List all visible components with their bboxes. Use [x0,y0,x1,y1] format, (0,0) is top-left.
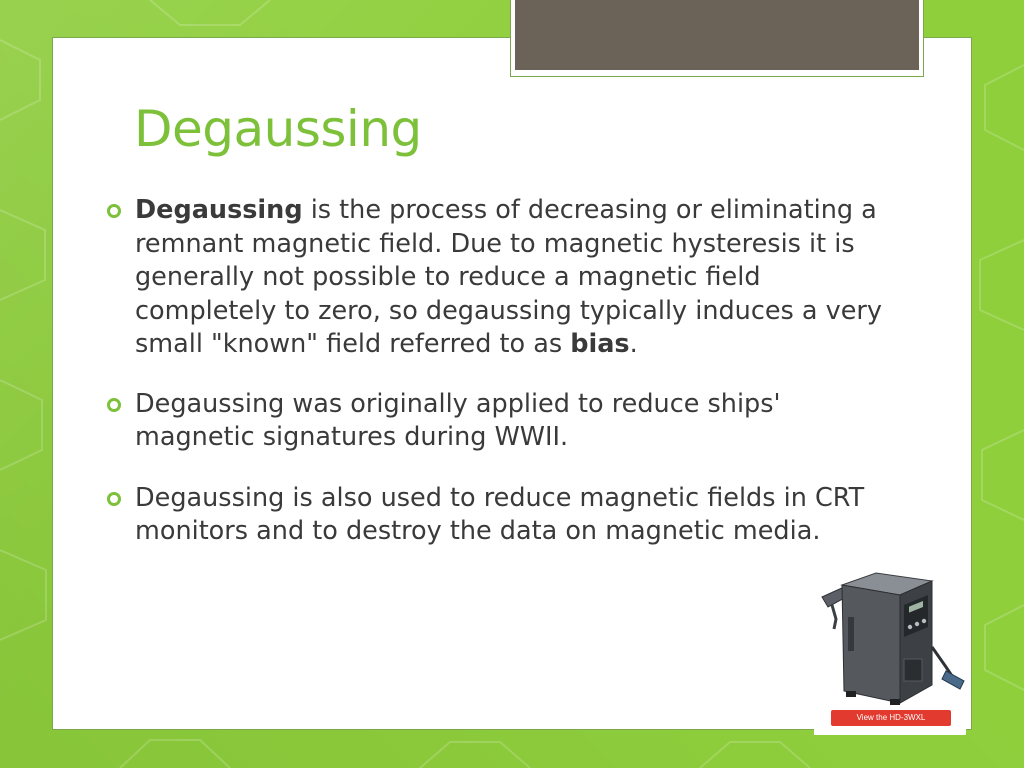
bullet-text: Degaussing was originally applied to reduce ships' magnetic signatures during WWII. [135,388,781,452]
view-product-button[interactable]: View the HD-3WXL [831,710,951,726]
bullet-item [104,482,904,549]
bullet-list [104,194,904,549]
bullet-text: Degaussing is also used to reduce magnetic fields in CRT monitors and to destroy the data on magnetic media. [135,482,865,546]
slide-top-tab [515,0,919,70]
bullet-bold-term: Degaussing [135,195,303,225]
bullet-ring-icon [107,492,121,506]
bullet-item [104,194,904,362]
bullet-ring-icon [107,204,121,218]
bullet-item [104,388,904,455]
slide-title: Degaussing [134,100,422,158]
bullet-ring-icon [107,398,121,412]
bullet-text: . [629,329,638,359]
bullet-bold-term: bias [570,329,630,359]
bullet-text: is the process of decreasing or eliminating a remnant magnetic field. Due to magnetic hysteresis it is generally not possible to reduce a magnetic field completely to zero, so degaussing typically induces a very small "known" field referred to as [135,195,883,359]
